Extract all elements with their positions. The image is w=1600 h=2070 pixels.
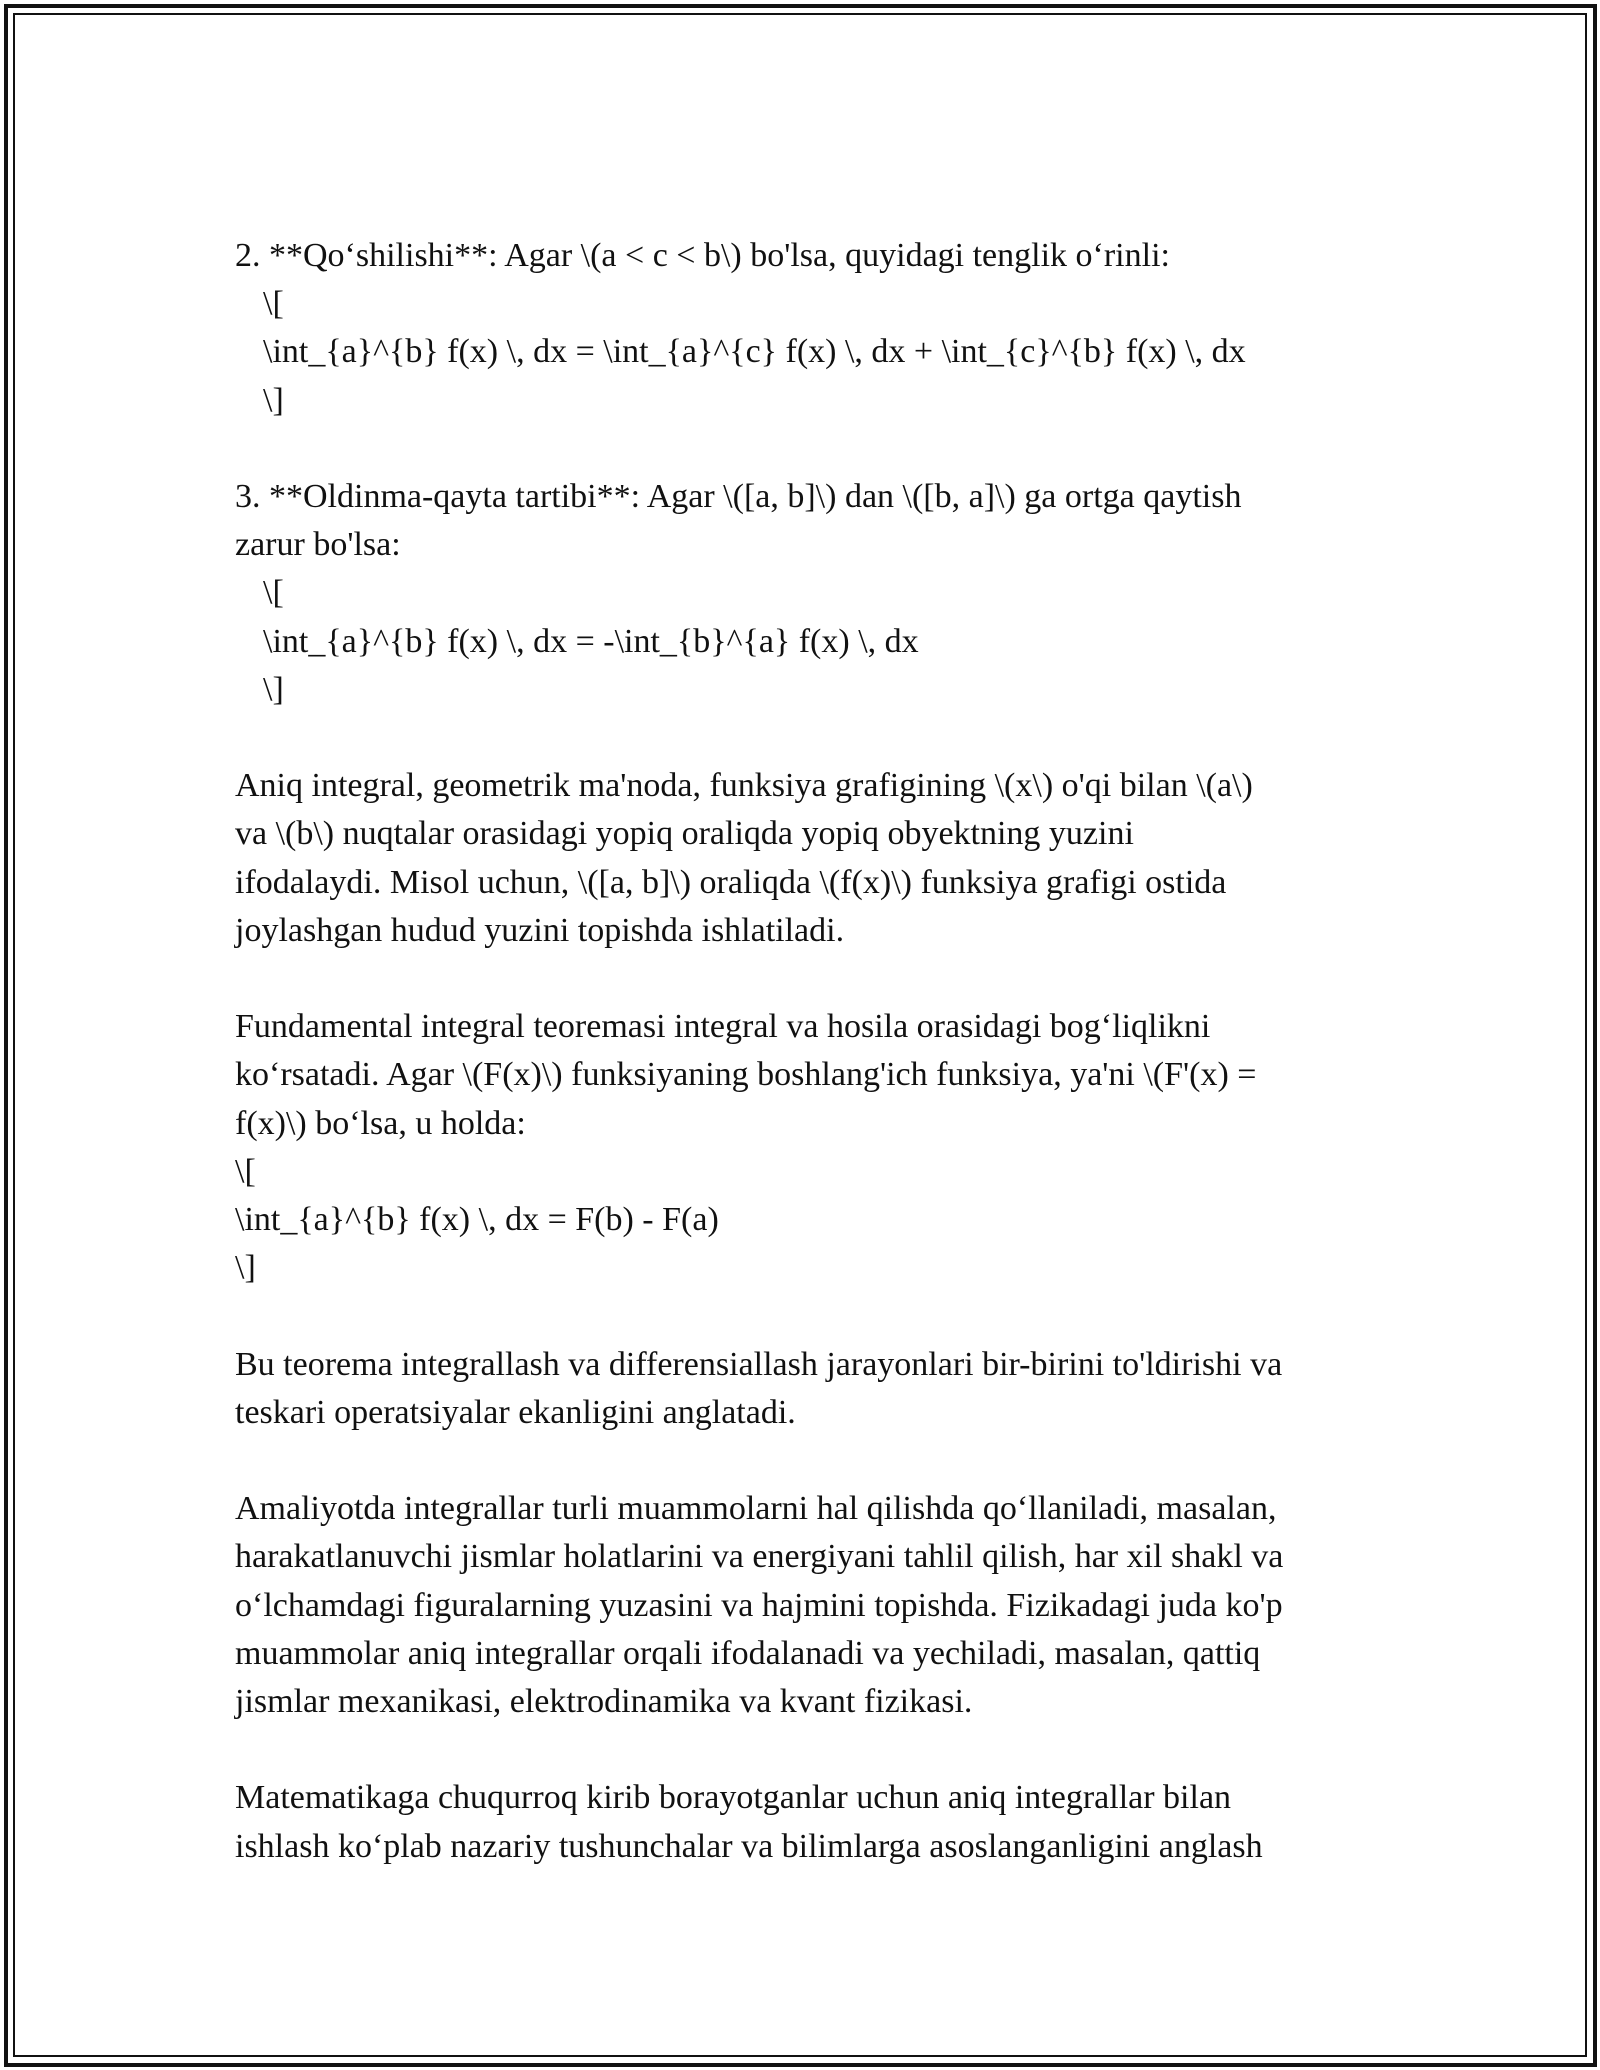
document-body: [235, 232, 1385, 1919]
text-line: o‘lchamdagi figuralarning yuzasini va hajmini topishda. Fizikadagi juda ko'p: [235, 1586, 1283, 1624]
text-line: ko‘rsatadi. Agar \(F(x)\) funksiyaning boshlang'ich funksiya, ya'ni \(F'(x) =: [235, 1056, 1257, 1094]
text-line: ifodalaydi. Misol uchun, \([a, b]\) oraliqda \(f(x)\) funksiya grafigi ostida: [235, 863, 1227, 901]
text-line: teskari operatsiyalar ekanligini anglatadi.: [235, 1393, 796, 1431]
text-line: jismlar mexanikasi, elektrodinamika va kvant fizikasi.: [235, 1683, 973, 1721]
text-line: Matematikaga chuqurroq kirib borayotganlar uchun aniq integrallar bilan: [235, 1779, 1232, 1817]
text-line: 2. **Qo‘shilishi**: Agar \(a < c < b\) bo'lsa, quyidagi tenglik o‘rinli:: [235, 237, 1170, 274]
text-line: \]: [235, 1249, 256, 1287]
text-line: \int_{a}^{b} f(x) \, dx = -\int_{b}^{a} f(x) \, dx: [263, 622, 919, 660]
paragraph: [235, 762, 1385, 955]
text-line: f(x)\) bo‘lsa, u holda:: [235, 1104, 526, 1142]
paragraph: [235, 1341, 1385, 1437]
text-line: Fundamental integral teoremasi integral va hosila orasidagi bog‘liqlikni: [235, 1008, 1211, 1046]
paragraph: [235, 473, 1385, 714]
text-line: va \(b\) nuqtalar orasidagi yopiq oraliqda yopiq obyektning yuzini: [235, 815, 1134, 853]
paragraph: [235, 1485, 1385, 1726]
paragraph: [235, 1774, 1385, 1870]
text-line: zarur bo'lsa:: [235, 526, 401, 564]
text-line: \int_{a}^{b} f(x) \, dx = F(b) - F(a): [235, 1201, 719, 1239]
text-line: Aniq integral, geometrik ma'noda, funksiya grafigining \(x\) o'qi bilan \(a\): [235, 767, 1253, 805]
text-line: harakatlanuvchi jismlar holatlarini va energiyani tahlil qilish, har xil shakl va: [235, 1538, 1284, 1576]
text-line: 3. **Oldinma-qayta tartibi**: Agar \([a, b]\) dan \([b, a]\) ga ortga qaytish: [235, 478, 1242, 515]
text-line: \[: [235, 1152, 256, 1190]
text-line: \[: [263, 574, 284, 612]
text-line: \int_{a}^{b} f(x) \, dx = \int_{a}^{c} f(x) \, dx + \int_{c}^{b} f(x) \, dx: [263, 333, 1246, 371]
text-line: \]: [263, 381, 284, 419]
text-line: muammolar aniq integrallar orqali ifodalanadi va yechiladi, masalan, qattiq: [235, 1634, 1261, 1672]
paragraph: [235, 232, 1385, 425]
text-line: \]: [263, 670, 284, 708]
text-line: joylashgan hudud yuzini topishda ishlatiladi.: [235, 911, 845, 949]
paragraph: [235, 1003, 1385, 1292]
text-line: ishlash ko‘plab nazariy tushunchalar va bilimlarga asoslanganligini anglash: [235, 1827, 1263, 1865]
text-line: \[: [263, 285, 284, 323]
text-line: Bu teorema integrallash va differensiallash jarayonlari bir-birini to'ldirishi va: [235, 1345, 1283, 1383]
text-line: Amaliyotda integrallar turli muammolarni hal qilishda qo‘llaniladi, masalan,: [235, 1490, 1277, 1528]
